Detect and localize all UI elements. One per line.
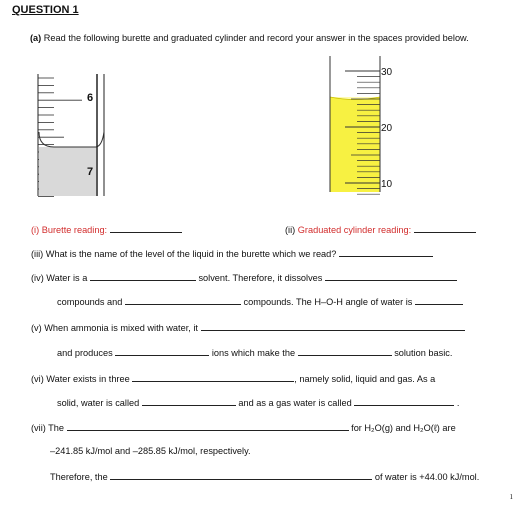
q-v-text-d: solution basic. <box>394 348 453 358</box>
q-iv-blank-4[interactable] <box>415 296 463 305</box>
q-iv-text-c: compounds and <box>57 297 123 307</box>
part-a-label: (a) <box>30 33 42 43</box>
question-iv-line2 <box>57 296 463 308</box>
question-vi-line1 <box>31 373 435 385</box>
q-vii-blank-1[interactable] <box>67 422 349 431</box>
q-v-blank-3[interactable] <box>298 347 392 356</box>
q-v-text-c: ions which make the <box>211 348 296 358</box>
cylinder-label-30: 30 <box>381 67 393 78</box>
q-vii-text-d: of water is +44.00 kJ/mol. <box>374 472 480 482</box>
question-i <box>31 224 182 236</box>
q-vi-text-c: solid, water is called <box>57 398 140 408</box>
page-number: 1 <box>509 493 513 501</box>
question-iii <box>31 248 433 260</box>
q-vii-text-a: (vii) The <box>31 423 65 433</box>
q-vii-text-c: Therefore, the <box>50 472 108 482</box>
question-v-line2 <box>57 347 452 359</box>
q-vi-text-e: . <box>456 398 460 408</box>
cylinder-label-20: 20 <box>381 123 393 134</box>
q-iv-text-d: compounds. The H–O-H angle of water is <box>243 297 413 307</box>
q-v-blank-2[interactable] <box>115 347 209 356</box>
part-a-instruction <box>30 33 500 44</box>
burette-label-7: 7 <box>87 166 94 178</box>
q-v-text-b: and produces <box>57 348 113 358</box>
question-title: QUESTION 1 <box>12 4 79 16</box>
q-i-answer-blank[interactable] <box>110 224 182 233</box>
burette-figure <box>34 74 114 198</box>
q-iv-blank-3[interactable] <box>125 296 241 305</box>
q-vi-text-a: (vi) Water exists in three <box>31 374 130 384</box>
q-vi-blank-2[interactable] <box>142 397 236 406</box>
part-a-text: Read the following burette and graduated cylinder and record your answer in the spaces provided below. <box>43 33 469 43</box>
q-iii-answer-blank[interactable] <box>339 248 433 257</box>
question-vii-line2: –241.85 kJ/mol and –285.85 kJ/mol, respectively. <box>50 446 251 456</box>
question-vii-line3 <box>50 471 479 483</box>
q-v-text-a: (v) When ammonia is mixed with water, it <box>31 323 198 333</box>
q-ii-number: (ii) <box>285 225 296 235</box>
graduated-cylinder-figure <box>325 56 415 196</box>
q-v-blank-1[interactable] <box>201 322 465 331</box>
q-iv-blank-1[interactable] <box>90 272 196 281</box>
question-vi-line2 <box>57 397 459 409</box>
q-i-text: Burette reading: <box>41 225 108 235</box>
q-vi-text-b: , namely solid, liquid and gas. As a <box>294 374 436 384</box>
cylinder-label-10: 10 <box>381 179 393 190</box>
q-iii-text: (iii) What is the name of the level of the liquid in the burette which we read? <box>31 249 337 259</box>
q-ii-text: Graduated cylinder reading: <box>297 225 412 235</box>
q-iv-text-a: (iv) Water is a <box>31 273 88 283</box>
q-vi-blank-1[interactable] <box>132 373 294 382</box>
q-vi-text-d: and as a gas water is called <box>238 398 352 408</box>
question-ii <box>285 224 476 236</box>
burette-label-6: 6 <box>87 92 94 104</box>
q-vii-text-b: for H₂O(g) and H₂O(ℓ) are <box>351 423 456 433</box>
question-v-line1 <box>31 322 465 334</box>
q-iv-blank-2[interactable] <box>325 272 457 281</box>
q-vii-blank-2[interactable] <box>110 471 372 480</box>
question-vii-line1 <box>31 422 456 434</box>
question-iv-line1 <box>31 272 457 284</box>
q-vi-blank-3[interactable] <box>354 397 454 406</box>
q-i-number: (i) <box>31 225 40 235</box>
q-ii-answer-blank[interactable] <box>414 224 476 233</box>
q-iv-text-b: solvent. Therefore, it dissolves <box>198 273 323 283</box>
